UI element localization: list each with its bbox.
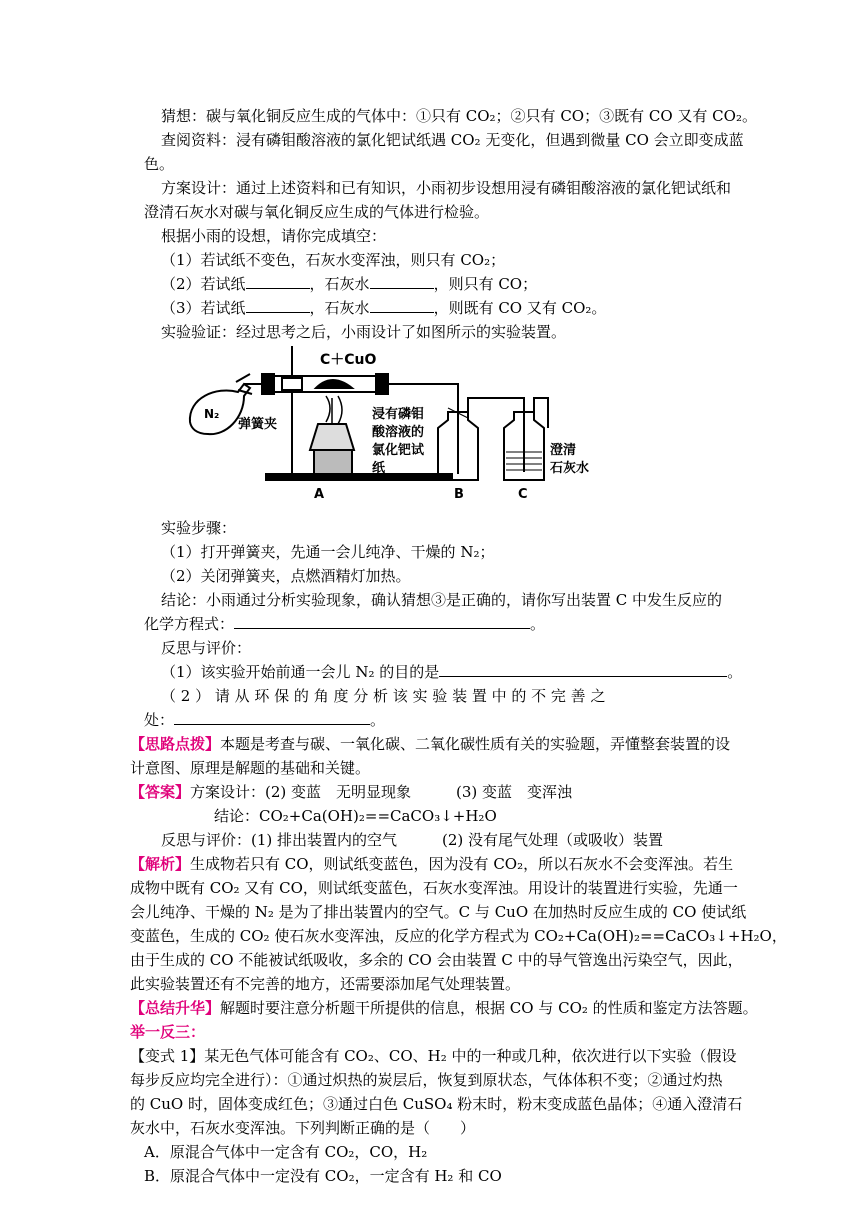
alcohol-lamp [310, 424, 354, 450]
text-line: 实验验证：经过思考之后，小雨设计了如图所示的实验装置。 [161, 323, 567, 341]
text-segment: （2）若试纸 [161, 275, 246, 293]
paper-label-1: 浸有磷钼 [372, 407, 425, 422]
text-segment: 本题是考查与碳、一氧化碳、二氧化碳性质有关的实验题，弄懂整套装置的设 [220, 735, 731, 753]
apparatus-diagram [186, 338, 626, 508]
text-line: 澄清石灰水对碳与氧化铜反应生成的气体进行检验。 [144, 203, 490, 221]
text-line: （1）若试纸不变色，石灰水变浑浊，则只有 CO₂； [161, 251, 506, 269]
paper-label-2: 酸溶液的 [372, 425, 425, 440]
text-segment: （1）该实验开始前通一会儿 N₂ 的目的是 [161, 663, 440, 681]
text-line: 结论：小雨通过分析实验现象，确认猜想③是正确的，请你写出装置 C 中发生反应的 [161, 591, 723, 609]
text-segment: 方案设计：(2) 变蓝 无明显现象 (3) 变蓝 变浑浊 [190, 783, 573, 801]
option-b[interactable]: B．原混合气体中一定没有 CO₂，一定含有 H₂ 和 CO [144, 1167, 502, 1185]
text-segment: ，石灰水 [309, 275, 370, 293]
tip-paragraph [130, 732, 730, 756]
practice-heading: 举一反三： [130, 1023, 206, 1041]
text-segment: 。 [370, 711, 386, 729]
text-segment: 解题时要注意分析题干所提供的信息，根据 CO 与 CO₂ 的性质和鉴定方法答题。 [220, 999, 758, 1017]
text-line: 变蓝色，生成的 CO₂ 使石灰水变浑浊，反应的化学方程式为 CO₂+Ca(OH)₂==CaCO₃↓+H₂O， [130, 927, 787, 945]
text-line: 方案设计：通过上述资料和已有知识，小雨初步设想用浸有磷钼酸溶液的氯化钯试纸和 [161, 179, 732, 197]
flame [326, 396, 342, 426]
reactant-label: C＋CuO [320, 352, 377, 368]
tube-holder [282, 378, 302, 390]
lamp-block [314, 450, 352, 474]
option-a[interactable]: A．原混合气体中一定含有 CO₂，CO，H₂ [144, 1143, 428, 1161]
fill-line-reflect-2 [144, 708, 385, 732]
fill-line-reflect-1 [161, 660, 742, 684]
text-line: 反思与评价：(1) 排出装置内的空气 (2) 没有尾气处理（或吸收）装置 [161, 831, 664, 849]
fill-line-2 [161, 272, 537, 296]
section-tag-analysis: 【解析】 [130, 855, 191, 873]
answer-paragraph [130, 780, 572, 804]
clamp-label: 弹簧夹 [238, 417, 278, 432]
reactant-pile [316, 380, 352, 388]
lime-label-2: 石灰水 [550, 461, 590, 476]
section-tag-tip: 【思路点拨】 [130, 735, 221, 753]
section-tag-summary: 【总结升华】 [130, 999, 221, 1017]
label-a: A [314, 487, 325, 502]
answer-blank[interactable] [370, 296, 434, 313]
text-line: 会儿纯净、干燥的 N₂ 是为了排出装置内的空气。C 与 CuO 在加热时反应生成的 CO 使试纸 [130, 903, 747, 921]
text-line: 反思与评价： [161, 639, 252, 657]
stand-base [266, 474, 452, 480]
stopper-left [262, 374, 274, 394]
n2-label: N₂ [204, 407, 220, 421]
text-segment: 处： [144, 711, 175, 729]
text-segment: （3）若试纸 [161, 299, 246, 317]
text-line: 【变式 1】某无色气体可能含有 CO₂、CO、H₂ 中的一种或几种，依次进行以下实验（假设 [130, 1047, 737, 1065]
text-line: 成物中既有 CO₂ 又有 CO，则试纸变蓝色，石灰水变浑浊。用设计的装置进行实验，先通一 [130, 879, 738, 897]
text-line: 的 CuO 时，固体变成红色；③通过白色 CuSO₄ 粉末时，粉末变成蓝色晶体；④通入澄清石 [130, 1095, 743, 1113]
text-line: （1）打开弹簧夹，先通一会儿纯净、干燥的 N₂； [161, 543, 495, 561]
answer-blank[interactable] [246, 272, 310, 289]
text-segment: ，则只有 CO； [433, 275, 538, 293]
text-line: 计意图、原理是解题的基础和关键。 [130, 759, 371, 777]
text-segment: 生成物若只有 CO，则试纸变蓝色，因为没有 CO₂，所以石灰水不会变浑浊。若生 [190, 855, 734, 873]
paper-label-3: 氯化钯试 [372, 443, 425, 458]
fill-line-3 [161, 296, 606, 320]
text-line: （ 2 ） 请 从 环 保 的 角 度 分 析 该 实 验 装 置 中 的 不 完 善 之 [161, 687, 606, 705]
text-line: 灰水中，石灰水变浑浊。下列判断正确的是（ ） [130, 1119, 476, 1137]
text-segment: ，石灰水 [309, 299, 370, 317]
text-line: 色。 [144, 155, 175, 173]
text-line: 实验步骤： [161, 519, 237, 537]
text-line: 结论：CO₂+Ca(OH)₂==CaCO₃↓+H₂O [214, 807, 497, 825]
text-line: （2）关闭弹簧夹，点燃酒精灯加热。 [161, 567, 411, 585]
text-segment: 。 [727, 663, 743, 681]
text-segment: 化学方程式： [144, 615, 235, 633]
answer-blank[interactable] [370, 272, 434, 289]
text-line: 每步反应均完全进行）：①通过炽热的炭层后，恢复到原状态，气体体积不变；②通过灼热 [130, 1071, 723, 1089]
text-segment: ，则既有 CO 又有 CO₂。 [433, 299, 607, 317]
fill-line-equation [144, 612, 545, 636]
tube-c-out [534, 398, 548, 428]
text-line: 查阅资料：浸有磷钼酸溶液的氯化钯试纸遇 CO₂ 无变化，但遇到微量 CO 会立即变成蓝 [161, 131, 744, 149]
text-line: 此实验装置还有不完善的地方，还需要添加尾气处理装置。 [130, 975, 521, 993]
answer-blank[interactable] [174, 708, 370, 725]
text-segment: 。 [530, 615, 546, 633]
analysis-paragraph [130, 852, 733, 876]
lime-label-1: 澄清 [550, 443, 577, 458]
label-c: C [518, 487, 528, 502]
text-line: 由于生成的 CO 不能被试纸吸收，多余的 CO 会由装置 C 中的导气管逸出污染空气，因此， [130, 951, 743, 969]
stopper-right [376, 374, 388, 394]
text-line: 猜想：碳与氧化铜反应生成的气体中：①只有 CO₂；②只有 CO；③既有 CO 又有 CO₂。 [161, 107, 757, 125]
section-tag-answer: 【答案】 [130, 783, 191, 801]
answer-blank[interactable] [234, 612, 530, 629]
text-line: 根据小雨的设想，请你完成填空： [161, 227, 387, 245]
paper-label-4: 纸 [372, 461, 386, 476]
summary-paragraph [130, 996, 758, 1020]
label-b: B [454, 487, 464, 502]
answer-blank[interactable] [439, 660, 727, 677]
answer-blank[interactable] [246, 296, 310, 313]
